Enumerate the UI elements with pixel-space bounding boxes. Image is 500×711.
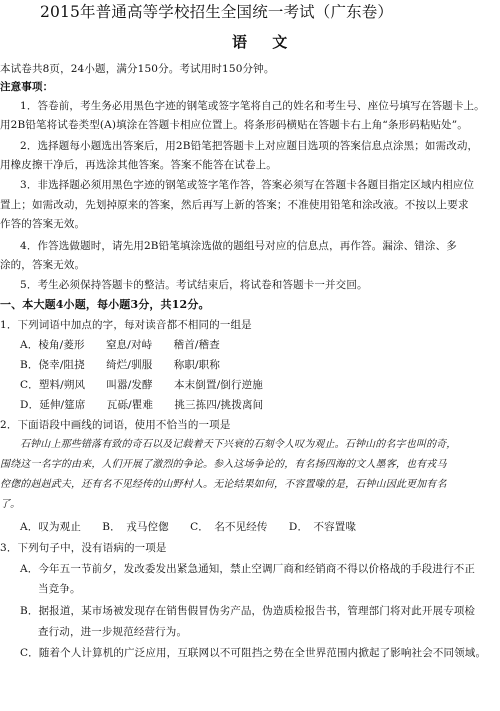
notice-item-5: 5．考生必须保持答题卡的整洁。考试结束后，将试卷和答题卡一并交回。 (20, 279, 368, 291)
section-1-heading: 一、本大题4小题，每小题3分，共12分。 (0, 298, 210, 311)
question-2-stem: 2．下面语段中画线的词语，使用不恰当的一项是 (0, 419, 231, 431)
exam-intro: 本试卷共8页，24小题，满分150分。考试用时150分钟。 (0, 63, 275, 75)
subject-title: 语 文 (232, 33, 298, 51)
notice-item-3-line-1: 3．非选择题必须用黑色字迹的钢笔或签字笔作答，答案必须写在答题卡各题目指定区域内相应位 (20, 179, 475, 191)
question-1-option-b: B．侥幸/阻挠 绮烂/驯服 称职/职称 (20, 359, 220, 371)
notice-item-3-line-2: 置上；如需改动，先划掉原来的答案，然后再写上新的答案；不准使用铅笔和涂改液。不按以上要求 (0, 199, 469, 211)
question-3-option-a-line-2: 当竞争。 (38, 583, 81, 595)
question-1-option-a: A．棱角/菱形 窒息/对峙 稽首/稽查 (20, 339, 220, 351)
question-2-passage-line-4: 了。 (0, 499, 21, 510)
question-2-passage-line-2: 围绕这一名字的由来，人们开展了激烈的争论。参入这场争论的，有名扬四海的文人墨客，也有戎马 (0, 459, 447, 470)
question-3-option-b-line-1: B．据报道，某市场被发现存在销售假冒伪劣产品，伪造质检报告书，管理部门将对此开展专项检 (20, 605, 476, 617)
question-3-stem: 3．下列句子中，没有语病的一项是 (0, 542, 167, 554)
notice-item-3-line-3: 作答的答案无效。 (0, 218, 86, 230)
question-1-stem: 1．下列词语中加点的字，每对读音都不相同的一组是 (0, 319, 252, 331)
question-3-option-a-line-1: A．今年五一节前夕，发改委发出紧急通知，禁止空调厂商和经销商不得以价格战的手段进行不正 (20, 563, 476, 575)
notice-item-2-line-2: 用橡皮擦干净后，再选涂其他答案。答案不能答在试卷上。 (0, 159, 277, 171)
notice-item-2-line-1: 2．选择题每小题选出答案后，用2B铅笔把答题卡上对应题目选项的答案信息点涂黑；如需改动， (20, 140, 479, 152)
question-3-option-c-line-1: C．随着个人计算机的广泛应用，互联网以不可阻挡之势在全世界范围内掀起了影响社会不同领域。 (20, 647, 487, 659)
question-1-option-d: D．延伸/筵席 瓦砾/瞿难 挑三拣四/挑拨离间 (20, 399, 264, 411)
question-3-option-b-line-2: 查行动，进一步规范经营行为。 (38, 626, 188, 638)
notice-item-1-line-1: 1．答卷前，考生务必用黑色字迹的钢笔或签字笔将自己的姓名和考生号、座位号填写在答题卡上。 (20, 100, 485, 112)
question-2-options: A．叹为观止 B． 戎马倥偬 C． 名不见经传 D． 不容置喙 (20, 521, 357, 533)
notice-item-1-line-2: 用2B铅笔将试卷类型(A)填涂在答题卡相应位置上。将条形码横贴在答题卡右上角“条形码粘贴处”。 (0, 119, 468, 131)
notice-item-4-line-1: 4．作答选做题时，请先用2B铅笔填涂选做的题组号对应的信息点，再作答。漏涂、错涂、多 (20, 240, 457, 252)
notice-item-4-line-2: 涂的，答案无效。 (0, 259, 86, 271)
question-2-passage-line-3: 倥偬的赳赳武夫，还有名不见经传的山野村人。无论结果如何，不容置喙的是，石钟山因此更加有名 (0, 479, 447, 490)
exam-title: 2015年普通高等学校招生全国统一考试（广东卷） (40, 3, 394, 21)
question-1-option-c: C．塑料/朔风 叫嚣/发酵 本末倒置/倒行逆施 (20, 379, 263, 391)
notice-heading: 注意事项： (0, 81, 54, 93)
question-2-passage-line-1: 石钟山上那些错落有致的奇石以及记载着天下兴衰的石刻令人叹为观止。石钟山的名字也叫的奇， (20, 439, 457, 450)
